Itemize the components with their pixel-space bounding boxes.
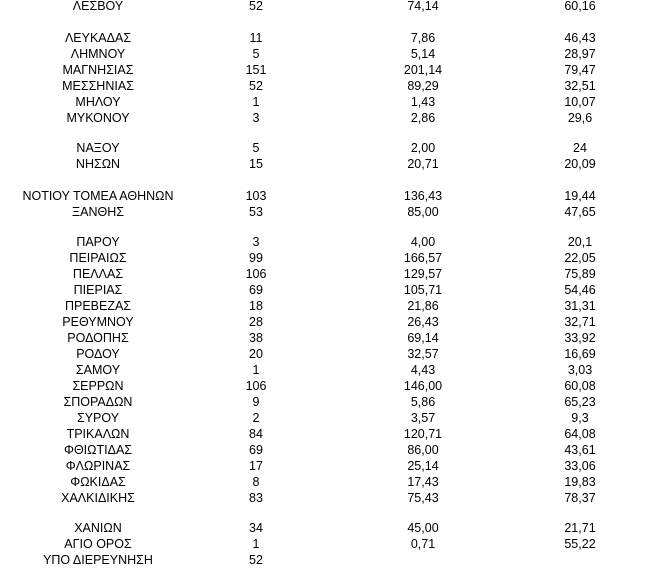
percent-value-cell: 19,83	[564, 475, 596, 489]
region-name-cell: ΥΠΟ ΔΙΕΡΕΥΝΗΣΗ	[43, 553, 153, 567]
case-count-cell: 18	[249, 299, 263, 313]
case-count-cell: 1	[252, 363, 260, 377]
region-name-cell: ΝΟΤΙΟΥ ΤΟΜΕΑ ΑΘΗΝΩΝ	[22, 189, 174, 203]
rate-value-cell: 45,00	[407, 521, 439, 535]
case-count-cell: 83	[249, 491, 263, 505]
table-row	[0, 140, 648, 156]
table-row	[0, 378, 648, 394]
rate-value-cell: 20,71	[407, 157, 439, 171]
rate-value-cell: 17,43	[407, 475, 439, 489]
case-count-cell: 1	[252, 95, 260, 109]
case-count-cell: 28	[249, 315, 263, 329]
percent-value-cell: 22,05	[564, 251, 596, 265]
table-row	[0, 46, 648, 62]
percent-value-cell: 20,1	[567, 235, 593, 249]
table-row	[0, 394, 648, 410]
table-row	[0, 536, 648, 552]
case-count-cell: 106	[245, 379, 267, 393]
rate-value-cell: 75,43	[407, 491, 439, 505]
rate-value-cell: 0,71	[410, 537, 436, 551]
table-row	[0, 346, 648, 362]
table-row	[0, 410, 648, 426]
case-count-cell: 52	[249, 79, 263, 93]
region-name-cell: ΠΕΛΛΑΣ	[72, 267, 124, 281]
case-count-cell: 9	[252, 395, 260, 409]
table-row	[0, 282, 648, 298]
percent-value-cell: 60,08	[564, 379, 596, 393]
table-row	[0, 458, 648, 474]
case-count-cell: 3	[252, 235, 260, 249]
region-name-cell: ΣΕΡΡΩΝ	[72, 379, 124, 393]
region-name-cell: ΛΗΜΝΟΥ	[70, 47, 126, 61]
table-row	[0, 62, 648, 78]
rate-value-cell: 26,43	[407, 315, 439, 329]
percent-value-cell: 78,37	[564, 491, 596, 505]
case-count-cell: 5	[252, 141, 260, 155]
rate-value-cell: 21,86	[407, 299, 439, 313]
rate-value-cell: 1,43	[410, 95, 436, 109]
region-name-cell: ΜΗΛΟΥ	[75, 95, 121, 109]
region-name-cell: ΞΑΝΘΗΣ	[72, 205, 124, 219]
region-name-cell: ΧΑΝΙΩΝ	[74, 521, 122, 535]
rate-value-cell: 25,14	[407, 459, 439, 473]
rate-value-cell: 129,57	[403, 267, 443, 281]
table-row	[0, 490, 648, 506]
region-name-cell: ΧΑΛΚΙΔΙΚΗΣ	[61, 491, 135, 505]
rate-value-cell: 7,86	[410, 31, 436, 45]
rate-value-cell: 201,14	[403, 63, 443, 77]
case-count-cell: 15	[249, 157, 263, 171]
table-row	[0, 362, 648, 378]
case-count-cell: 2	[252, 411, 260, 425]
case-count-cell: 52	[249, 553, 263, 567]
table-row	[0, 474, 648, 490]
rate-value-cell: 89,29	[407, 79, 439, 93]
rate-value-cell: 120,71	[403, 427, 443, 441]
percent-value-cell: 54,46	[564, 283, 596, 297]
rate-value-cell: 74,14	[407, 0, 439, 13]
percent-value-cell: 64,08	[564, 427, 596, 441]
region-name-cell: ΤΡΙΚΑΛΩΝ	[66, 427, 130, 441]
percent-value-cell: 16,69	[564, 347, 596, 361]
table-row	[0, 520, 648, 536]
table-row	[0, 330, 648, 346]
case-count-cell: 11	[249, 31, 263, 45]
case-count-cell: 53	[249, 205, 263, 219]
rate-value-cell: 3,57	[410, 411, 436, 425]
case-count-cell: 84	[249, 427, 263, 441]
table-row	[0, 188, 648, 204]
table-row	[0, 266, 648, 282]
rate-value-cell: 146,00	[403, 379, 443, 393]
percent-value-cell: 9,3	[571, 411, 589, 425]
percent-value-cell: 29,6	[567, 111, 593, 125]
region-name-cell: ΣΠΟΡΑΔΩΝ	[63, 395, 133, 409]
percent-value-cell: 32,71	[564, 315, 596, 329]
case-count-cell: 52	[249, 0, 263, 13]
case-count-cell: 34	[249, 521, 263, 535]
region-name-cell: ΠΙΕΡΙΑΣ	[73, 283, 123, 297]
case-count-cell: 69	[249, 283, 263, 297]
region-name-cell: ΣΥΡΟΥ	[76, 411, 120, 425]
percent-value-cell: 55,22	[564, 537, 596, 551]
rate-value-cell: 69,14	[407, 331, 439, 345]
rate-value-cell: 32,57	[407, 347, 439, 361]
table-row	[0, 94, 648, 110]
region-name-cell: ΣΑΜΟΥ	[75, 363, 121, 377]
case-count-cell: 99	[249, 251, 263, 265]
percent-value-cell: 19,44	[564, 189, 596, 203]
region-name-cell: ΜΑΓΝΗΣΙΑΣ	[62, 63, 134, 77]
table-row	[0, 314, 648, 330]
percent-value-cell: 21,71	[564, 521, 596, 535]
case-count-cell: 69	[249, 443, 263, 457]
region-name-cell: ΝΗΣΩΝ	[75, 157, 121, 171]
percent-value-cell: 33,06	[564, 459, 596, 473]
table-row	[0, 234, 648, 250]
percent-value-cell: 65,23	[564, 395, 596, 409]
table-row	[0, 426, 648, 442]
region-name-cell: ΦΛΩΡΙΝΑΣ	[65, 459, 131, 473]
percent-value-cell: 43,61	[564, 443, 596, 457]
percent-value-cell: 24	[573, 141, 587, 155]
percent-value-cell: 3,03	[567, 363, 593, 377]
rate-value-cell: 2,86	[410, 111, 436, 125]
case-count-cell: 17	[249, 459, 263, 473]
region-name-cell: ΠΑΡΟΥ	[76, 235, 120, 249]
region-name-cell: ΡΕΘΥΜΝΟΥ	[62, 315, 134, 329]
case-count-cell: 5	[252, 47, 260, 61]
table-row	[0, 0, 648, 14]
percent-value-cell: 46,43	[564, 31, 596, 45]
region-name-cell: ΜΕΣΣΗΝΙΑΣ	[62, 79, 134, 93]
rate-value-cell: 4,43	[410, 363, 436, 377]
percent-value-cell: 33,92	[564, 331, 596, 345]
percent-value-cell: 60,16	[564, 0, 596, 13]
case-count-cell: 38	[249, 331, 263, 345]
percent-value-cell: 32,51	[564, 79, 596, 93]
rate-value-cell: 136,43	[403, 189, 443, 203]
rate-value-cell: 166,57	[403, 251, 443, 265]
table-row	[0, 30, 648, 46]
table-row	[0, 204, 648, 220]
percent-value-cell: 10,07	[564, 95, 596, 109]
percent-value-cell: 31,31	[564, 299, 596, 313]
case-count-cell: 106	[245, 267, 267, 281]
case-count-cell: 8	[252, 475, 260, 489]
rate-value-cell: 5,86	[410, 395, 436, 409]
case-count-cell: 103	[245, 189, 267, 203]
table-row	[0, 298, 648, 314]
case-count-cell: 151	[245, 63, 267, 77]
table-row	[0, 156, 648, 172]
rate-value-cell: 4,00	[410, 235, 436, 249]
case-count-cell: 3	[252, 111, 260, 125]
percent-value-cell: 75,89	[564, 267, 596, 281]
region-name-cell: ΡΟΔΟΥ	[76, 347, 120, 361]
percent-value-cell: 20,09	[564, 157, 596, 171]
rate-value-cell: 2,00	[410, 141, 436, 155]
percent-value-cell: 28,97	[564, 47, 596, 61]
percent-value-cell: 79,47	[564, 63, 596, 77]
region-name-cell: ΛΕΥΚΑΔΑΣ	[64, 31, 132, 45]
case-count-cell: 20	[249, 347, 263, 361]
region-name-cell: ΑΓΙΟ ΟΡΟΣ	[64, 537, 132, 551]
region-name-cell: ΝΑΞΟΥ	[76, 141, 120, 155]
region-name-cell: ΛΕΣΒΟΥ	[72, 0, 124, 13]
table-row	[0, 110, 648, 126]
rate-value-cell: 105,71	[403, 283, 443, 297]
rate-value-cell: 86,00	[407, 443, 439, 457]
region-name-cell: ΠΕΙΡΑΙΩΣ	[69, 251, 127, 265]
region-name-cell: ΠΡΕΒΕΖΑΣ	[64, 299, 132, 313]
region-name-cell: ΦΩΚΙΔΑΣ	[70, 475, 126, 489]
rate-value-cell: 5,14	[410, 47, 436, 61]
rate-value-cell: 85,00	[407, 205, 439, 219]
region-name-cell: ΜΥΚΟΝΟΥ	[66, 111, 130, 125]
percent-value-cell: 47,65	[564, 205, 596, 219]
table-row	[0, 442, 648, 458]
case-count-cell: 1	[252, 537, 260, 551]
region-name-cell: ΡΟΔΟΠΗΣ	[67, 331, 129, 345]
table-row	[0, 78, 648, 94]
region-name-cell: ΦΘΙΩΤΙΔΑΣ	[63, 443, 133, 457]
table-row	[0, 250, 648, 266]
